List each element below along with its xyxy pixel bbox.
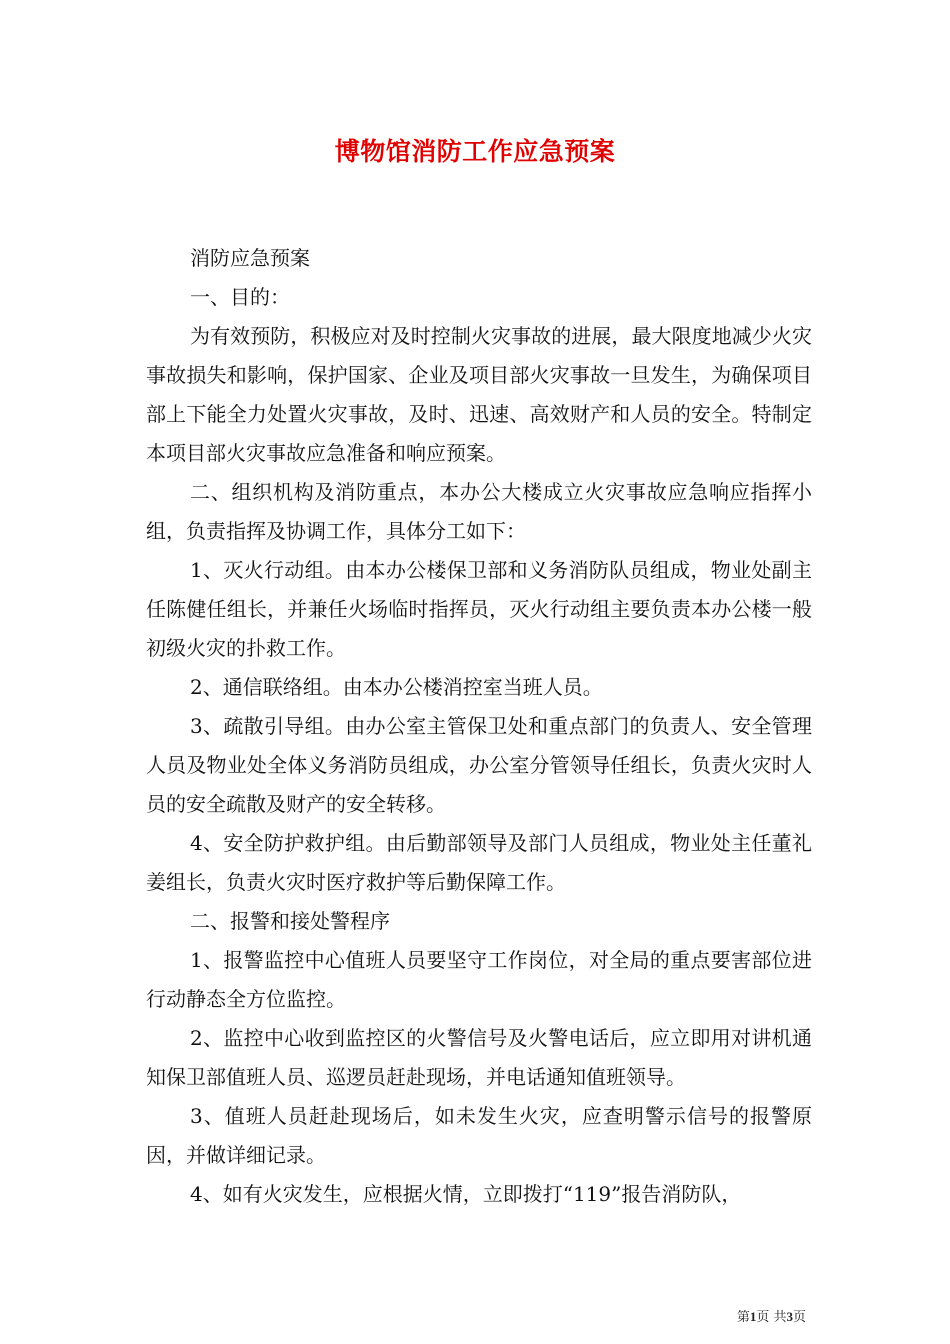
paragraph: 二、组织机构及消防重点，本办公大楼成立火灾事故应急响应指挥小组，负责指挥及协调工作，具体分工如下： bbox=[146, 480, 812, 543]
current-page-number: 1 bbox=[749, 1309, 757, 1324]
paragraph: 1、灭火行动组。由本办公楼保卫部和义务消防队员组成，物业处副主任陈健任组长，并兼任火场临时指挥员，灭火行动组主要负责本办公楼一般初级火灾的扑救工作。 bbox=[146, 558, 812, 660]
total-pages-number: 3 bbox=[786, 1309, 793, 1324]
footer-prefix: 第 bbox=[736, 1310, 750, 1325]
paragraph: 3、值班人员赶赴现场后，如未发生火灾，应查明警示信号的报警原因，并做详细记录。 bbox=[146, 1104, 812, 1167]
footer-suffix: 页 bbox=[792, 1310, 806, 1325]
paragraph: 一、目的： bbox=[190, 285, 290, 309]
paragraph: 1、报警监控中心值班人员要坚守工作岗位，对全局的重点要害部位进行动静态全方位监控。 bbox=[146, 948, 812, 1011]
footer-middle: 页 共 bbox=[756, 1310, 787, 1325]
paragraph: 为有效预防，积极应对及时控制火灾事故的进展，最大限度地减少火灾事故损失和影响，保护国家、企业及项目部火灾事故一旦发生，为确保项目部上下能全力处置火灾事故，及时、迅速、高效财产和人员的安全。特制定本项目部火灾事故应急准备和响应预案。 bbox=[146, 324, 812, 465]
page-footer bbox=[737, 1306, 806, 1325]
document-body bbox=[146, 239, 812, 1214]
paragraph: 2、通信联络组。由本办公楼消控室当班人员。 bbox=[190, 675, 603, 699]
paragraph: 2、监控中心收到监控区的火警信号及火警电话后，应立即用对讲机通知保卫部值班人员、巡逻员赶赴现场，并电话通知值班领导。 bbox=[146, 1026, 812, 1089]
paragraph: 3、疏散引导组。由办公室主管保卫处和重点部门的负责人、安全管理人员及物业处全体义务消防员组成，办公室分管领导任组长，负责火灾时人员的安全疏散及财产的安全转移。 bbox=[146, 714, 812, 816]
page-title: 博物馆消防工作应急预案 bbox=[334, 137, 616, 166]
paragraph-subtitle: 消防应急预案 bbox=[190, 246, 310, 270]
paragraph: 4、安全防护救护组。由后勤部领导及部门人员组成，物业处主任董礼姜组长，负责火灾时医疗救护等后勤保障工作。 bbox=[146, 831, 812, 894]
paragraph: 二、报警和接处警程序 bbox=[190, 909, 390, 933]
paragraph: 4、如有火灾发生，应根据火情，立即拨打“119”报告消防队， bbox=[190, 1182, 742, 1206]
